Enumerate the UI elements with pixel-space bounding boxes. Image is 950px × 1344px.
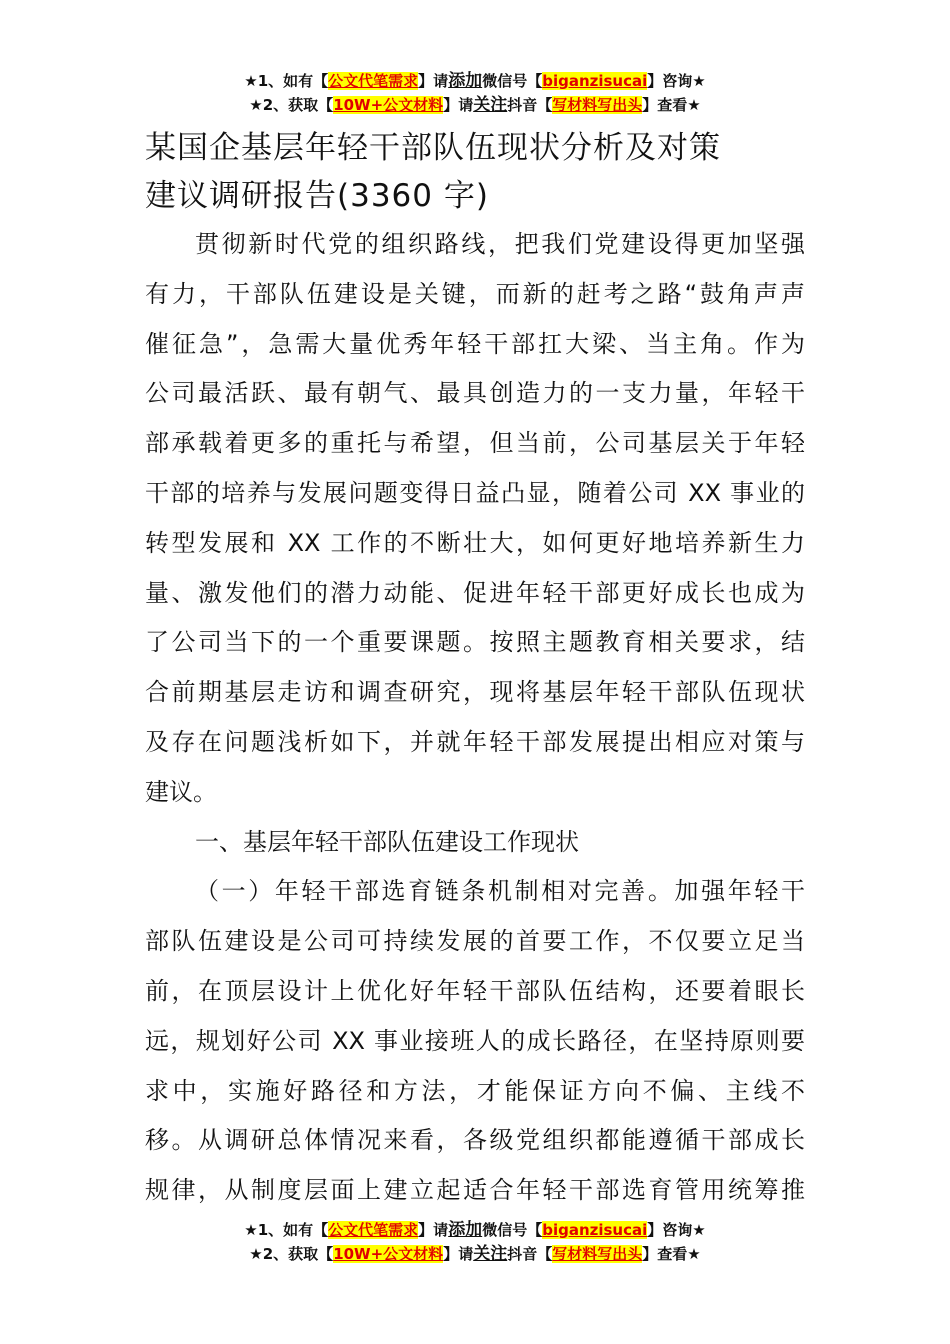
text-line: 远，规划好公司 XX 事业接班人的成长路径，在坚持原则要: [145, 1026, 805, 1055]
title-line: 建议调研报告(3360 字): [145, 178, 489, 214]
text-line: 前，在顶层设计上优化好年轻干部队伍结构，还要着眼长: [145, 976, 805, 1005]
promo-text: 微信号【: [482, 1221, 543, 1239]
promo-highlight: 写材料写出头: [552, 96, 643, 114]
promo-highlight: biganzisucai: [542, 72, 648, 90]
promo-line-1: [0, 69, 950, 93]
text-line: 干部的培养与发展问题变得日益凸显，随着公司 XX 事业的: [145, 478, 805, 507]
promo-text: 】请: [443, 96, 474, 114]
promo-text: ★2、获取【: [249, 1245, 334, 1263]
text-line: 量、激发他们的潜力动能、促进年轻干部更好成长也成为: [145, 578, 805, 607]
promo-text: 抖音【: [507, 1245, 553, 1263]
text-line: 部队伍建设是公司可持续发展的首要工作，不仅要立足当: [145, 927, 805, 956]
promo-highlight: 10W+公文材料: [333, 1245, 444, 1263]
promo-text: 】查看★: [642, 1245, 701, 1263]
promo-underlined: 关注: [473, 95, 508, 115]
text-line: 催征急”，急需大量优秀年轻干部扛大梁、当主角。作为: [145, 329, 805, 358]
promo-text: 】请: [443, 1245, 474, 1263]
promo-highlight: 公文代笔需求: [328, 72, 419, 90]
text-line: 部承载着更多的重托与希望，但当前，公司基层关于年轻: [145, 429, 805, 458]
promo-text: 】咨询★: [647, 1221, 706, 1239]
promo-text: 微信号【: [482, 72, 543, 90]
text-line: 了公司当下的一个重要课题。按照主题教育相关要求，结: [145, 628, 805, 657]
promo-highlight: biganzisucai: [542, 1221, 648, 1239]
promo-underlined: 添加: [448, 1220, 483, 1240]
promo-footer-line-2: [0, 1242, 950, 1266]
text-line: 转型发展和 XX 工作的不断壮大，如何更好地培养新生力: [145, 528, 805, 557]
promo-text: ★2、获取【: [249, 96, 334, 114]
text-line: 求中，实施好路径和方法，才能保证方向不偏、主线不: [145, 1076, 805, 1105]
text-line: 公司最活跃、最有朝气、最具创造力的一支力量，年轻干: [145, 379, 805, 408]
promo-footer-line-1: [0, 1218, 950, 1242]
paragraph: [145, 867, 805, 1216]
promo-text: 】请: [418, 72, 449, 90]
promo-text: 】查看★: [642, 96, 701, 114]
promo-text: ★1、如有【: [244, 1221, 329, 1239]
text-line: （一）年轻干部选育链条机制相对完善。加强年轻干: [195, 877, 805, 906]
document-body: [145, 220, 805, 1216]
text-line: 移。从调研总体情况来看，各级党组织都能遵循干部成长: [145, 1126, 805, 1155]
paragraph: [145, 220, 805, 818]
text-line: 规律，从制度层面上建立起适合年轻干部选育管用统筹推: [145, 1176, 805, 1205]
text-line: 一、基层年轻干部队伍建设工作现状: [195, 827, 579, 856]
promo-text: ★1、如有【: [244, 72, 329, 90]
promo-line-2: [0, 93, 950, 117]
promo-highlight: 公文代笔需求: [328, 1221, 419, 1239]
promo-text: 】咨询★: [647, 72, 706, 90]
promo-text: 抖音【: [507, 96, 553, 114]
paragraph: [145, 818, 805, 868]
promo-underlined: 关注: [473, 1244, 508, 1264]
document-title: [145, 124, 815, 220]
text-line: 合前期基层走访和调查研究，现将基层年轻干部队伍现状: [145, 678, 805, 707]
promo-highlight: 写材料写出头: [552, 1245, 643, 1263]
text-line: 建议。: [145, 777, 217, 806]
promo-text: 】请: [418, 1221, 449, 1239]
text-line: 及存在问题浅析如下，并就年轻干部发展提出相应对策与: [145, 727, 805, 756]
text-line: 贯彻新时代党的组织路线，把我们党建设得更加坚强: [195, 230, 805, 258]
text-line: 有力，干部队伍建设是关键，而新的赶考之路“鼓角声声: [145, 279, 805, 308]
promo-highlight: 10W+公文材料: [333, 96, 444, 114]
title-line: 某国企基层年轻干部队伍现状分析及对策: [145, 130, 721, 166]
promo-underlined: 添加: [448, 71, 483, 91]
